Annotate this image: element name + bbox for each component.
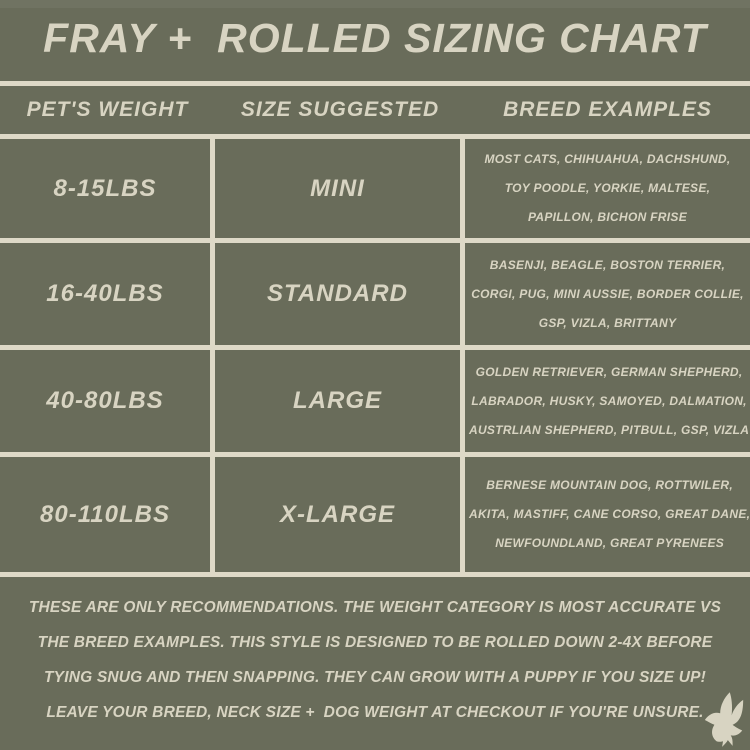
column-header-size-suggested: SIZE SUGGESTED xyxy=(240,98,440,121)
table-row-x-large xyxy=(0,457,750,577)
weight-cell: 8-15LBS xyxy=(0,139,215,238)
footer-note-line: THESE ARE ONLY RECOMMENDATIONS. THE WEIGHT CATEGORY IS MOST ACCURATE VS xyxy=(28,599,722,616)
breeds-cell xyxy=(465,457,750,572)
breed-line: AKITA, MASTIFF, CANE CORSO, GREAT DANE, xyxy=(469,507,750,521)
size-cell: STANDARD xyxy=(215,243,465,345)
footer-note-line: TYING SNUG AND THEN SNAPPING. THEY CAN GROW WITH A PUPPY IF YOU SIZE UP! xyxy=(43,669,706,686)
table-row-mini xyxy=(0,139,750,243)
table-row-standard xyxy=(0,243,750,350)
page-title: FRAY + ROLLED SIZING CHART xyxy=(43,15,707,61)
breed-line: AUSTRLIAN SHEPHERD, PITBULL, GSP, VIZLA xyxy=(469,422,750,437)
breed-line: GOLDEN RETRIEVER, GERMAN SHEPHERD, xyxy=(475,364,743,379)
weight-cell: 80-110LBS xyxy=(0,457,215,572)
footer-note-line: THE BREED EXAMPLES. THIS STYLE IS DESIGNED TO BE ROLLED DOWN 2-4X BEFORE xyxy=(37,634,713,651)
table-body xyxy=(0,139,750,577)
breed-line: BASENJI, BEAGLE, BOSTON TERRIER, xyxy=(489,257,726,272)
breed-line: GSP, VIZLA, BRITTANY xyxy=(538,315,677,330)
size-cell: MINI xyxy=(215,139,465,238)
bird-icon xyxy=(701,692,747,748)
weight-cell: 16-40LBS xyxy=(0,243,215,345)
column-header-pets-weight: PET'S WEIGHT xyxy=(26,98,189,121)
title-section xyxy=(0,0,750,86)
footer-note-line: LEAVE YOUR BREED, NECK SIZE + DOG WEIGHT AT CHECKOUT IF YOU'RE UNSURE. xyxy=(46,704,704,721)
breeds-cell xyxy=(465,139,750,238)
breed-line: NEWFOUNDLAND, GREAT PYRENEES xyxy=(495,536,725,550)
size-cell: X-LARGE xyxy=(215,457,465,572)
breed-line: BERNESE MOUNTAIN DOG, ROTTWILER, xyxy=(486,478,733,492)
column-header-breed-examples: BREED EXAMPLES xyxy=(503,98,712,121)
weight-cell: 40-80LBS xyxy=(0,350,215,452)
breeds-cell xyxy=(465,350,750,452)
table-row-large xyxy=(0,350,750,457)
size-cell: LARGE xyxy=(215,350,465,452)
breeds-cell xyxy=(465,243,750,345)
breed-line: CORGI, PUG, MINI AUSSIE, BORDER COLLIE, xyxy=(471,286,744,301)
breed-line: MOST CATS, CHIHUAHUA, DACHSHUND, xyxy=(484,152,731,166)
breed-line: TOY POODLE, YORKIE, MALTESE, xyxy=(504,181,711,195)
footer-note xyxy=(0,577,750,730)
breed-line: PAPILLON, BICHON FRISE xyxy=(527,210,688,224)
breed-line: LABRADOR, HUSKY, SAMOYED, DALMATION, xyxy=(471,393,747,408)
table-header-row xyxy=(0,86,750,139)
